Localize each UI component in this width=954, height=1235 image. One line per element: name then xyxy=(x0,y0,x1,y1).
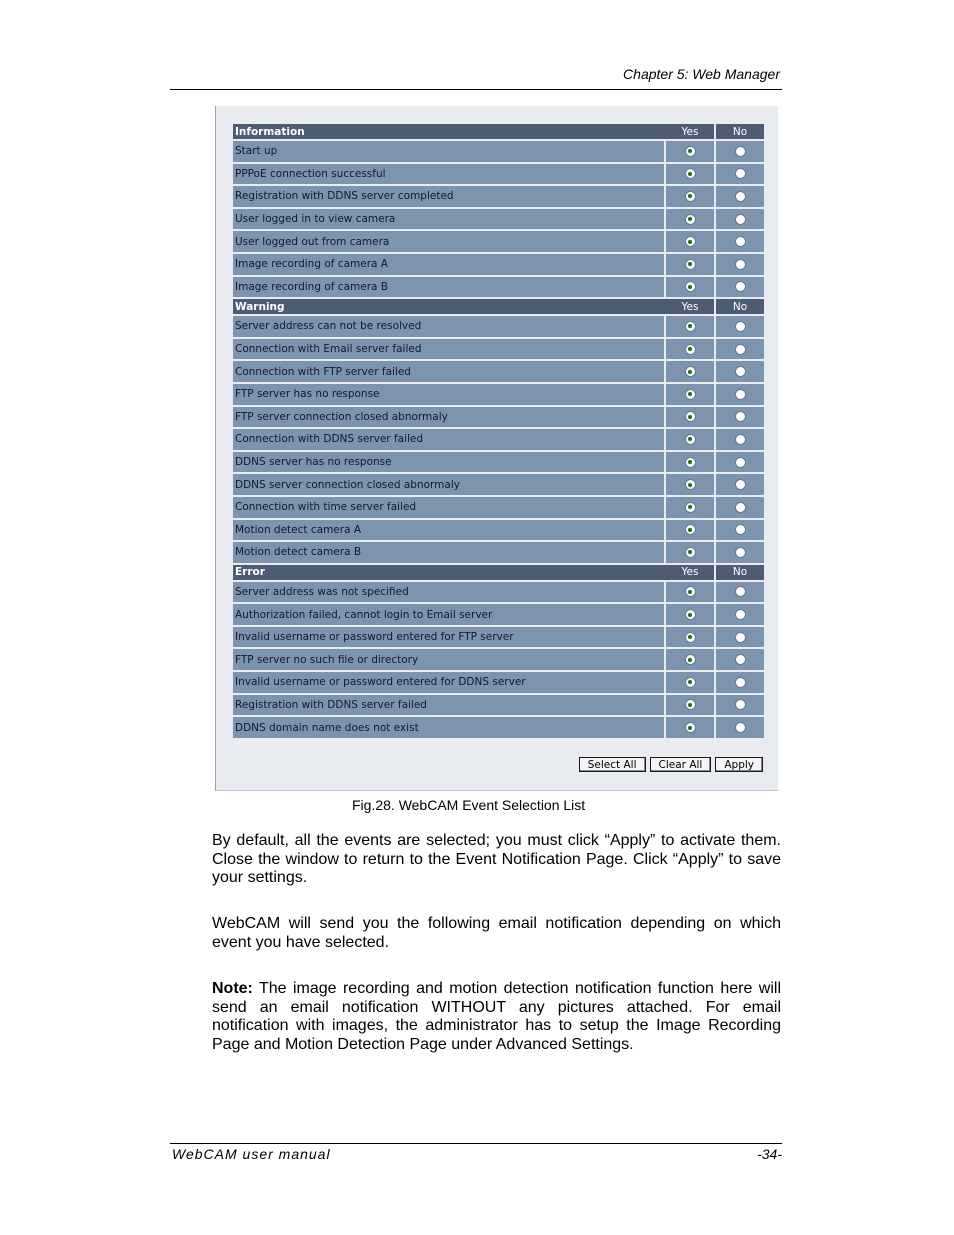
event-row xyxy=(233,316,764,337)
yes-cell xyxy=(666,429,716,450)
yes-cell xyxy=(666,452,716,473)
event-label: PPPoE connection successful xyxy=(233,164,666,185)
clear-all-button[interactable]: Clear All xyxy=(650,757,712,772)
paragraph-note xyxy=(212,980,781,1054)
no-cell xyxy=(716,627,764,648)
no-radio[interactable] xyxy=(735,654,746,665)
event-label: Authorization failed, cannot login to Email server xyxy=(233,604,666,625)
event-row xyxy=(233,164,764,185)
no-cell xyxy=(716,474,764,495)
event-label: Registration with DDNS server completed xyxy=(233,186,666,207)
footer-manual-title: WebCAM user manual xyxy=(172,1146,331,1162)
no-cell xyxy=(716,231,764,252)
no-radio[interactable] xyxy=(735,434,746,445)
yes-radio[interactable] xyxy=(685,547,696,558)
no-radio[interactable] xyxy=(735,722,746,733)
no-cell xyxy=(716,186,764,207)
event-row xyxy=(233,407,764,428)
yes-cell xyxy=(666,717,716,738)
no-radio[interactable] xyxy=(735,146,746,157)
no-cell xyxy=(716,452,764,473)
event-label: DDNS server connection closed abnormaly xyxy=(233,474,666,495)
yes-radio[interactable] xyxy=(685,434,696,445)
no-radio[interactable] xyxy=(735,632,746,643)
yes-radio[interactable] xyxy=(685,586,696,597)
event-label: Start up xyxy=(233,141,666,162)
event-label: Registration with DDNS server failed xyxy=(233,695,666,716)
event-row xyxy=(233,141,764,162)
yes-radio[interactable] xyxy=(685,146,696,157)
no-radio[interactable] xyxy=(735,411,746,422)
apply-button[interactable]: Apply xyxy=(715,757,763,772)
event-row xyxy=(233,649,764,670)
footer-rule xyxy=(170,1143,782,1144)
event-selection-panel xyxy=(215,106,778,791)
no-radio[interactable] xyxy=(735,236,746,247)
no-radio[interactable] xyxy=(735,524,746,535)
event-row xyxy=(233,474,764,495)
yes-cell xyxy=(666,209,716,230)
yes-radio[interactable] xyxy=(685,632,696,643)
no-cell xyxy=(716,429,764,450)
yes-radio[interactable] xyxy=(685,479,696,490)
figure-caption: Fig.28. WebCAM Event Selection List xyxy=(352,797,586,813)
no-radio[interactable] xyxy=(735,259,746,270)
note-label: Note: xyxy=(212,980,253,997)
yes-cell xyxy=(666,361,716,382)
yes-column-header: Yes xyxy=(666,565,716,580)
event-label: Motion detect camera B xyxy=(233,542,666,563)
no-column-header: No xyxy=(716,124,764,139)
paragraph-email-notification: WebCAM will send you the following email notification depending on which event you have selected. xyxy=(212,915,781,951)
yes-cell xyxy=(666,604,716,625)
event-label: User logged out from camera xyxy=(233,231,666,252)
yes-cell xyxy=(666,277,716,298)
no-radio[interactable] xyxy=(735,321,746,332)
event-row xyxy=(233,231,764,252)
event-row xyxy=(233,277,764,298)
yes-cell xyxy=(666,649,716,670)
yes-cell xyxy=(666,231,716,252)
event-table xyxy=(233,122,764,740)
header-rule xyxy=(170,89,782,90)
no-radio[interactable] xyxy=(735,191,746,202)
event-row xyxy=(233,254,764,275)
no-radio[interactable] xyxy=(735,168,746,179)
yes-cell xyxy=(666,474,716,495)
yes-cell xyxy=(666,186,716,207)
yes-radio[interactable] xyxy=(685,344,696,355)
yes-column-header: Yes xyxy=(666,124,716,139)
no-radio[interactable] xyxy=(735,214,746,225)
yes-radio[interactable] xyxy=(685,191,696,202)
event-row xyxy=(233,627,764,648)
event-label: Server address was not specified xyxy=(233,582,666,603)
no-cell xyxy=(716,254,764,275)
yes-radio[interactable] xyxy=(685,677,696,688)
event-label: Invalid username or password entered for DDNS server xyxy=(233,672,666,693)
no-cell xyxy=(716,339,764,360)
event-row xyxy=(233,542,764,563)
event-row xyxy=(233,520,764,541)
no-cell xyxy=(716,316,764,337)
event-label: Connection with Email server failed xyxy=(233,339,666,360)
event-row xyxy=(233,717,764,738)
event-row xyxy=(233,604,764,625)
event-label: FTP server no such file or directory xyxy=(233,649,666,670)
section-header-error xyxy=(233,565,764,580)
yes-cell xyxy=(666,672,716,693)
no-radio[interactable] xyxy=(735,699,746,710)
yes-cell xyxy=(666,407,716,428)
yes-cell xyxy=(666,141,716,162)
event-label: Connection with DDNS server failed xyxy=(233,429,666,450)
event-label: Server address can not be resolved xyxy=(233,316,666,337)
no-cell xyxy=(716,695,764,716)
event-row xyxy=(233,361,764,382)
no-radio[interactable] xyxy=(735,457,746,468)
no-radio[interactable] xyxy=(735,609,746,620)
event-label: Connection with FTP server failed xyxy=(233,361,666,382)
event-label: DDNS server has no response xyxy=(233,452,666,473)
event-label: DDNS domain name does not exist xyxy=(233,717,666,738)
no-radio[interactable] xyxy=(735,366,746,377)
yes-cell xyxy=(666,339,716,360)
no-cell xyxy=(716,209,764,230)
yes-radio[interactable] xyxy=(685,699,696,710)
yes-radio[interactable] xyxy=(685,259,696,270)
yes-radio[interactable] xyxy=(685,366,696,377)
yes-cell xyxy=(666,582,716,603)
event-row xyxy=(233,209,764,230)
event-label: FTP server connection closed abnormaly xyxy=(233,407,666,428)
no-cell xyxy=(716,164,764,185)
section-title: Error xyxy=(233,565,666,580)
event-row xyxy=(233,339,764,360)
event-row xyxy=(233,452,764,473)
section-header-warning xyxy=(233,299,764,314)
section-header-information xyxy=(233,124,764,139)
no-cell xyxy=(716,384,764,405)
no-cell xyxy=(716,361,764,382)
event-row xyxy=(233,672,764,693)
yes-radio[interactable] xyxy=(685,214,696,225)
yes-radio[interactable] xyxy=(685,236,696,247)
no-cell xyxy=(716,407,764,428)
event-label: Connection with time server failed xyxy=(233,497,666,518)
button-bar xyxy=(579,757,763,772)
event-row xyxy=(233,695,764,716)
no-cell xyxy=(716,582,764,603)
yes-cell xyxy=(666,384,716,405)
yes-cell xyxy=(666,164,716,185)
yes-cell xyxy=(666,695,716,716)
no-cell xyxy=(716,141,764,162)
no-cell xyxy=(716,672,764,693)
event-row xyxy=(233,582,764,603)
note-text: The image recording and motion detection notification function here will send an email notification WITHOUT any pictures attached. For email notification with images, the administrator has to setup the Image Recording Page and Motion Detection Page under Advanced Settings. xyxy=(212,980,781,1053)
no-cell xyxy=(716,520,764,541)
no-cell xyxy=(716,717,764,738)
select-all-button[interactable]: Select All xyxy=(579,757,646,772)
yes-radio[interactable] xyxy=(685,281,696,292)
yes-radio[interactable] xyxy=(685,411,696,422)
event-label: FTP server has no response xyxy=(233,384,666,405)
chapter-header: Chapter 5: Web Manager xyxy=(623,66,780,82)
no-cell xyxy=(716,649,764,670)
event-row xyxy=(233,497,764,518)
yes-radio[interactable] xyxy=(685,524,696,535)
no-cell xyxy=(716,542,764,563)
yes-radio[interactable] xyxy=(685,321,696,332)
yes-column-header: Yes xyxy=(666,299,716,314)
yes-cell xyxy=(666,627,716,648)
no-radio[interactable] xyxy=(735,502,746,513)
no-cell xyxy=(716,277,764,298)
no-radio[interactable] xyxy=(735,281,746,292)
no-cell xyxy=(716,497,764,518)
event-label: User logged in to view camera xyxy=(233,209,666,230)
no-radio[interactable] xyxy=(735,389,746,400)
yes-cell xyxy=(666,542,716,563)
yes-cell xyxy=(666,316,716,337)
no-radio[interactable] xyxy=(735,586,746,597)
event-label: Invalid username or password entered for FTP server xyxy=(233,627,666,648)
event-row xyxy=(233,429,764,450)
yes-cell xyxy=(666,520,716,541)
yes-radio[interactable] xyxy=(685,609,696,620)
event-label: Image recording of camera A xyxy=(233,254,666,275)
paragraph-default-events: By default, all the events are selected; you must click “Apply” to activate them. Close the window to return to the Event Notification Page. Click “Apply” to save your settings. xyxy=(212,832,781,886)
no-radio[interactable] xyxy=(735,479,746,490)
no-radio[interactable] xyxy=(735,547,746,558)
yes-radio[interactable] xyxy=(685,457,696,468)
no-column-header: No xyxy=(716,299,764,314)
page-number: -34- xyxy=(757,1146,782,1162)
no-radio[interactable] xyxy=(735,344,746,355)
yes-radio[interactable] xyxy=(685,654,696,665)
yes-radio[interactable] xyxy=(685,502,696,513)
no-radio[interactable] xyxy=(735,677,746,688)
event-label: Image recording of camera B xyxy=(233,277,666,298)
yes-cell xyxy=(666,254,716,275)
section-title: Information xyxy=(233,124,666,139)
event-label: Motion detect camera A xyxy=(233,520,666,541)
section-title: Warning xyxy=(233,299,666,314)
yes-radio[interactable] xyxy=(685,389,696,400)
event-row xyxy=(233,384,764,405)
event-row xyxy=(233,186,764,207)
yes-radio[interactable] xyxy=(685,168,696,179)
yes-radio[interactable] xyxy=(685,722,696,733)
yes-cell xyxy=(666,497,716,518)
no-column-header: No xyxy=(716,565,764,580)
no-cell xyxy=(716,604,764,625)
